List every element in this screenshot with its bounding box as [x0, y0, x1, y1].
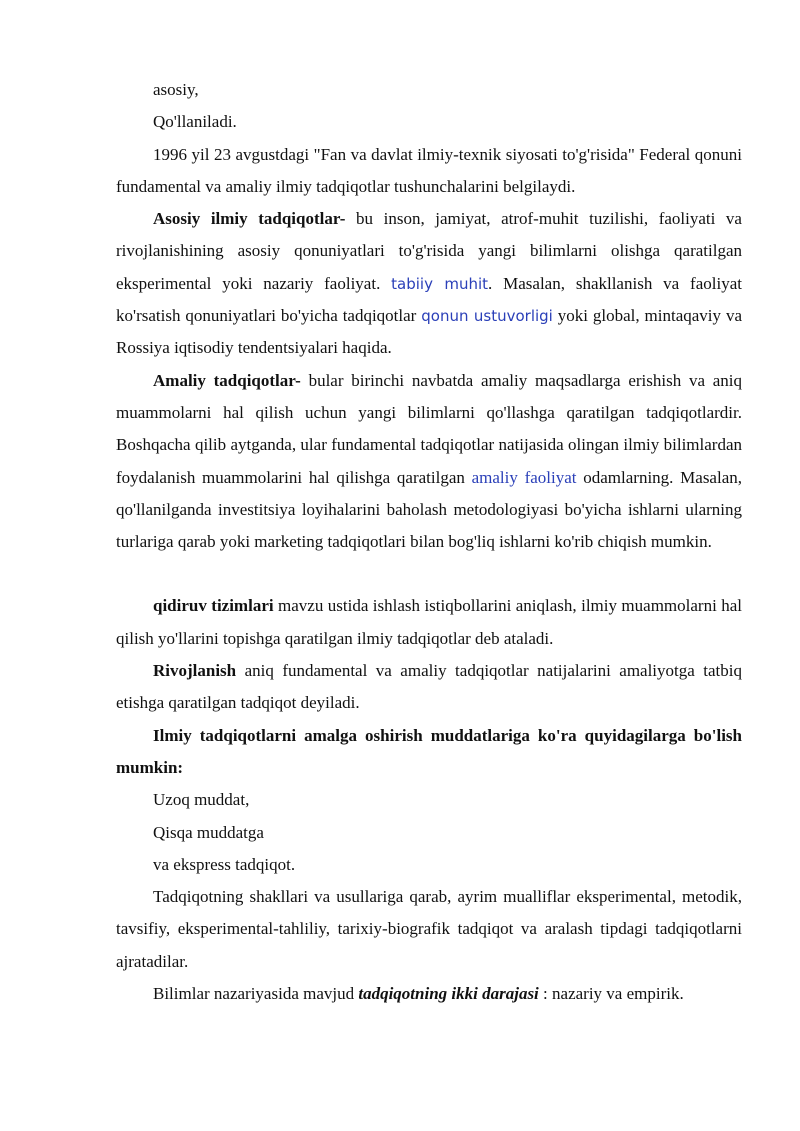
term-search-systems: qidiruv tizimlari [153, 596, 274, 616]
paragraph-applied-research [116, 365, 742, 559]
paragraph-basic-research [116, 203, 742, 364]
list-item: va ekspress tadqiqot. [153, 854, 296, 874]
paragraph-development [116, 655, 742, 720]
text-span: : nazariy va empirik. [538, 984, 684, 1004]
text-span: bular birinchi navbatda amaliy maqsadlarga erishish va aniq muammolarni hal qilish uchun yangi bilimlarni qo'llashga qaratilgan tadqiqotlardir. Boshqacha qilib aytganda, ular fundamental tadqiqotlar natijasida olingan ilmiy bilimlardan foydalanish muammolarini hal qilishga qaratilgan [116, 370, 742, 487]
term-applied-research: Amaliy tadqiqotlar- [153, 370, 301, 390]
term-development: Rivojlanish [153, 661, 237, 681]
heading-research-terms: Ilmiy tadqiqotlarni amalga oshirish muddatlariga ko'ra quyidagilarga bo'lish mumkin: [116, 725, 742, 777]
text-span: bu inson, jamiyat, atrof-muhit tuzilishi, faoliyati va rivojlanishining asosiy qonuniyatlari to'g'risida yangi bilimlarni olishga qaratilgan eksperimental yoki nazariy faoliyat. [116, 209, 742, 293]
paragraph-research-types: Tadqiqotning shakllari va usullariga qarab, ayrim mualliflar eksperimental, metodik, tavsifiy, eksperimental-tahliliy, tarixiy-biografik tadqiqot va aralash tipdagi tadqiqotlarni ajratadilar. [116, 887, 742, 971]
link-tabiiy-muhit[interactable]: tabiiy muhit [391, 274, 489, 293]
list-item: Qisqa muddatga [153, 822, 264, 842]
paragraph-federal-law: 1996 yil 23 avgustdagi "Fan va davlat ilmiy-texnik siyosati to'g'risida" Federal qonuni fundamental va amaliy ilmiy tadqiqotlar tushunchalarini belgilaydi. [116, 144, 742, 196]
text-span: . Masalan, shakllanish va faoliyat ko'rsatish qonuniyatlari bo'yicha tadqiqotlar [116, 273, 742, 326]
list-item: Uzoq muddat, [153, 790, 250, 810]
link-amaliy-faoliyat[interactable]: amaliy faoliyat [471, 467, 577, 487]
text-span: mavzu ustida ishlash istiqbollarini aniqlash, ilmiy muammolarni hal qilish yo'llarini topishga qaratilgan ilmiy tadqiqotlar deb ataladi. [116, 596, 742, 648]
paragraph-knowledge-theory [116, 978, 742, 1010]
line-asosiy: asosiy, [153, 80, 199, 99]
text-span: Bilimlar nazariyasida mavjud [153, 984, 359, 1004]
term-two-levels: tadqiqotning ikki darajasi [358, 984, 539, 1004]
term-basic-research: Asosiy ilmiy tadqiqotlar- [153, 209, 346, 229]
text-span: aniq fundamental va amaliy tadqiqotlar natijalarini amaliyotga tatbiq etishga qaratilgan tadqiqot deyiladi. [116, 661, 742, 713]
link-qonun-ustuvorligi[interactable]: qonun ustuvorligi [421, 307, 553, 326]
text-span: odamlarning. Masalan, qo'llanilganda investitsiya loyihalarini baholash metodologiyasi bo'yicha ishlarni ularning turlariga qarab yoki marketing tadqiqotlari bilan bog'liq ishlarni ko'rib chiqish mumkin. [116, 467, 742, 552]
line-qollaniladi: Qo'llaniladi. [153, 112, 237, 132]
paragraph-search-systems [116, 590, 742, 655]
text-span: yoki global, mintaqaviy va Rossiya iqtisodiy tendentsiyalari haqida. [116, 306, 742, 358]
document-body [116, 74, 742, 1010]
